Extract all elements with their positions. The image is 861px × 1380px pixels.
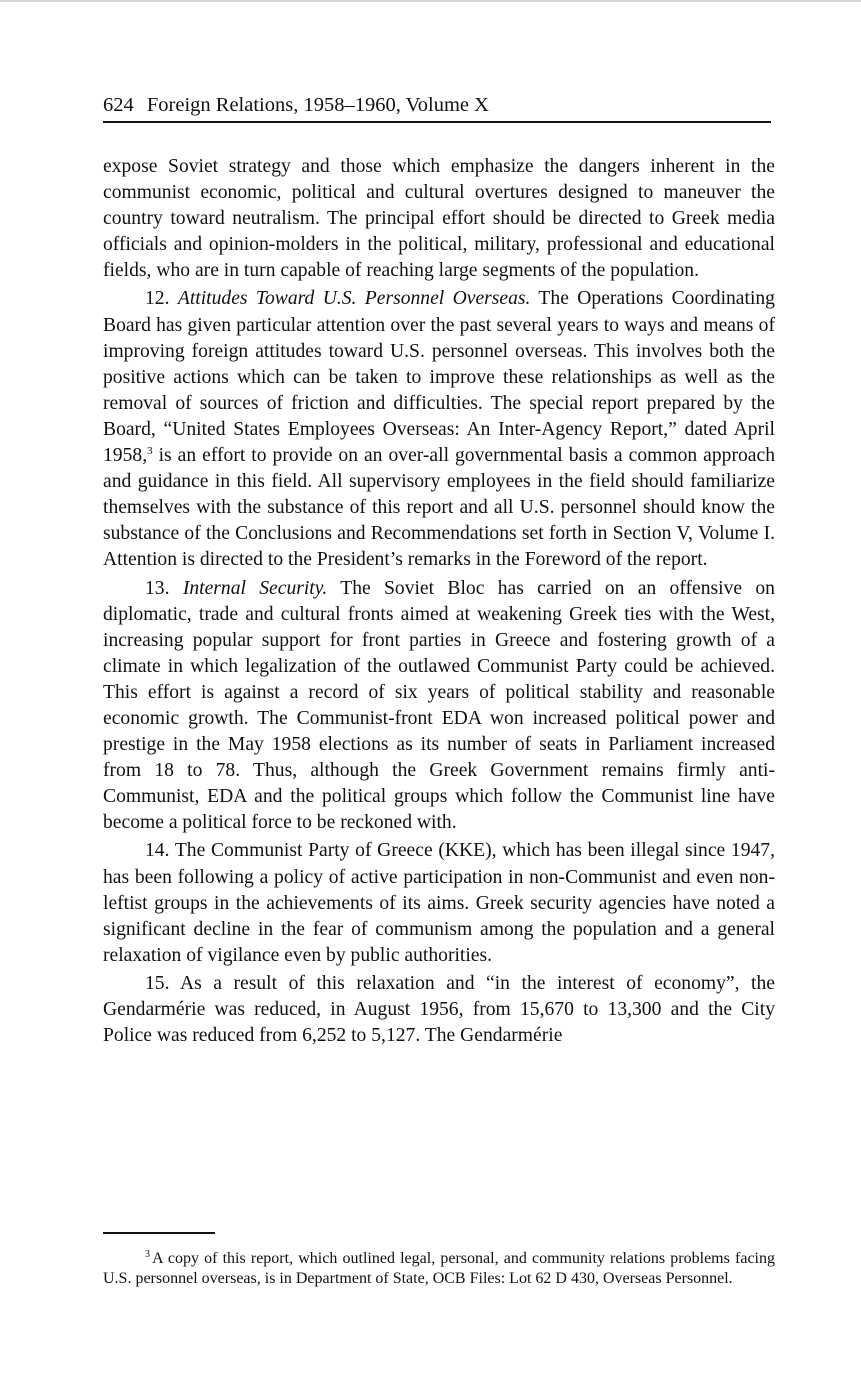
footnote — [103, 1249, 775, 1289]
paragraph-14: 14. The Communist Party of Greece (KKE), which has been illegal since 1947, has been following a policy of active participation in non-Communist and even non-leftist groups in the achievements of its aims. Greek security agencies have noted a significant decline in the fear of communism among the population and a general relaxation of vigilance even by public authorities. — [103, 840, 775, 966]
footnote-text: A copy of this report, which outlined legal, personal, and community relations problems facing U.S. personnel overseas, is in Department of State, OCB Files: Lot 62 D 430, Overseas Personnel. — [103, 1250, 775, 1287]
paragraph-13 — [103, 576, 775, 837]
paragraph-12-text-b: is an effort to provide on an over-all governmental basis a common approach and guidance in this field. All supervisory employees in the field should familiarize themselves with the substance of this report and all U.S. personnel should know the substance of the Conclusions and Recommendations set forth in Section V, Volume I. Attention is directed to the President’s remarks in the Foreword of the report. — [103, 445, 775, 571]
footnote-reference: 3 — [147, 445, 153, 458]
paragraph-15: 15. As a result of this relaxation and “in the interest of economy”, the Gendarmérie was reduced, in August 1956, from 15,670 to 13,300 and the City Police was reduced from 6,252 to 5,127. The Gendarmérie — [103, 972, 775, 1047]
footnote-marker: 3 — [145, 1249, 150, 1260]
paragraph-13-text: The Soviet Bloc has carried on an offensive on diplomatic, trade and cultural fronts aimed at weakening Greek ties with the West, increasing popular support for front parties in Greece and fostering growth of a climate in which legalization of the outlawed Communist Party could be achieved. This effort is against a record of six years of political stability and reasonable economic growth. The Communist-front EDA won increased political power and prestige in the May 1958 elections as its number of seats in Parliament increased from 18 to 78. Thus, although the Greek Government remains firmly anti-Communist, EDA and the political groups which follow the Communist line have become a political force to be reckoned with. — [103, 577, 775, 834]
paragraph-13-heading: Internal Security. — [182, 577, 328, 599]
paragraph-12 — [103, 286, 775, 573]
paragraph-continued: expose Soviet strategy and those which emphasize the dangers inherent in the communist economic, political and cultural overtures designed to maneuver the country toward neutralism. The principal effort should be directed to Greek media officials and opinion-molders in the political, military, professional and educational fields, who are in turn capable of reaching large segments of the population. — [103, 156, 775, 282]
paragraph-13-number: 13. — [145, 577, 170, 599]
top-edge-rule — [0, 0, 861, 2]
paragraph-12-heading: Attitudes Toward U.S. Personnel Overseas. — [177, 288, 531, 310]
paragraph-12-text-a: The Operations Coordinating Board has given particular attention over the past several years to ways and means of improving foreign attitudes toward U.S. personnel overseas. This involves both the positive actions which can be taken to improve these relationships as well as the removal of sources of friction and difficulties. The special report prepared by the Board, “United States Employees Overseas: An Inter-Agency Report,” dated April 1958, — [103, 288, 775, 467]
running-head — [103, 90, 771, 120]
footnote-rule — [103, 1232, 215, 1234]
page-number: 624 — [103, 94, 134, 116]
volume-title: Foreign Relations, 1958–1960, Volume X — [146, 94, 489, 116]
main-text — [103, 154, 775, 1049]
paragraph-12-number: 12. — [145, 288, 170, 310]
header-rule — [103, 121, 771, 123]
